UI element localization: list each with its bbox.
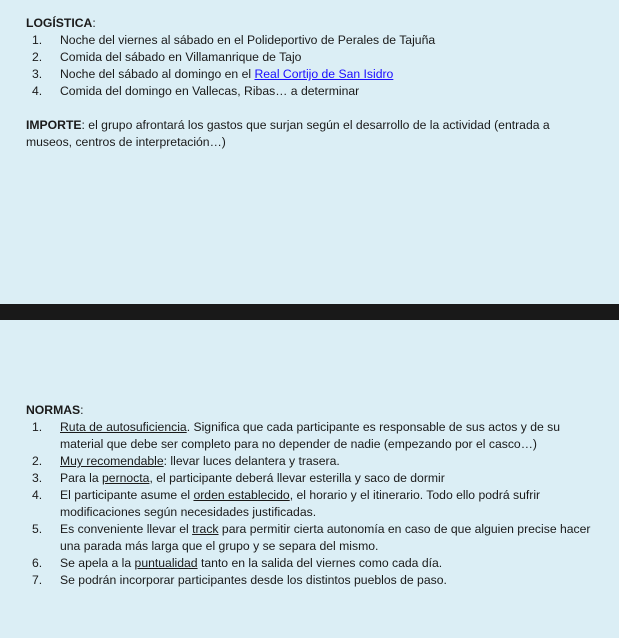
importe-heading: IMPORTE bbox=[26, 118, 82, 132]
importe-text: : el grupo afrontará los gastos que surjan según el desarrollo de la actividad (entrada a museos, centros de interpretación…) bbox=[26, 118, 550, 149]
logistica-heading: LOGÍSTICA bbox=[26, 16, 93, 30]
list-item: 5. Es conveniente llevar el track para permitir cierta autonomía en caso de que alguien precise hacer una parada más larga que el grupo y se separa del mismo. bbox=[32, 522, 591, 553]
list-item: 3. Para la pernocta, el participante deberá llevar esterilla y saco de dormir bbox=[32, 471, 445, 485]
list-item: 7. Se podrán incorporar participantes desde los distintos pueblos de paso. bbox=[32, 573, 447, 587]
list-item: 6. Se apela a la puntualidad tanto en la salida del viernes como cada día. bbox=[32, 556, 443, 570]
list-item: 3. Noche del sábado al domingo en el Real Cortijo de San Isidro bbox=[32, 67, 394, 81]
list-item: 2. Muy recomendable: llevar luces delantera y trasera. bbox=[32, 454, 340, 468]
list-item: 1. Noche del viernes al sábado en el Polideportivo de Perales de Tajuña bbox=[32, 33, 436, 47]
list-item: 2. Comida del sábado en Villamanrique de Tajo bbox=[32, 50, 302, 64]
importe-section bbox=[26, 117, 589, 151]
logistica-list bbox=[26, 32, 605, 100]
list-item: 1. Ruta de autosuficiencia. Significa que cada participante es responsable de sus actos y de su material que debe ser completo para no depender de nadie (empezando por el casco…) bbox=[32, 420, 561, 451]
list-item: 4. El participante asume el orden establecido, el horario y el itinerario. Todo ello podrá sufrir modificaciones según necesidades justificadas. bbox=[32, 488, 541, 519]
logistica-section: LOGÍSTICA: 1. Noche del viernes al sábado en el Polideportivo de Perales de Tajuña 2. Comida del sábado en Villamanrique de Tajo 3. Noche del sábado al domingo en el Real Cortijo de San Isidro 4. Comida del domingo en Vallecas, Ribas… a determinar bbox=[26, 15, 605, 100]
list-item: 4. Comida del domingo en Vallecas, Ribas… a determinar bbox=[32, 84, 360, 98]
normas-heading: NORMAS bbox=[26, 403, 81, 417]
normas-list bbox=[26, 419, 595, 589]
real-cortijo-link[interactable]: Real Cortijo de San Isidro bbox=[254, 67, 394, 81]
normas-section: NORMAS: 1. Ruta de autosuficiencia. Significa que cada participante es responsable de sus actos y de su material que debe ser completo para no depender de nadie (empezando por el casco…) 2. Muy recomendable: llevar luces delantera y trasera. 3. Para la pernocta, el participante deberá llevar esterilla y saco de dormir 4. El participante asume el orden establecido, el horario y el itinerario. Todo ello podrá sufrir modificaciones según necesidades justificadas. 5. Es conveniente llevar el track para permitir cierta autonomía en caso de que alguien precise hacer una parada más larga que el grupo y se separa del mismo. 6. Se apela a la puntualidad tanto en la salida del viernes como cada día. 7. Se podrán incorporar participantes desde los distintos pueblos de paso. bbox=[26, 402, 595, 589]
dark-divider-band bbox=[0, 304, 619, 320]
